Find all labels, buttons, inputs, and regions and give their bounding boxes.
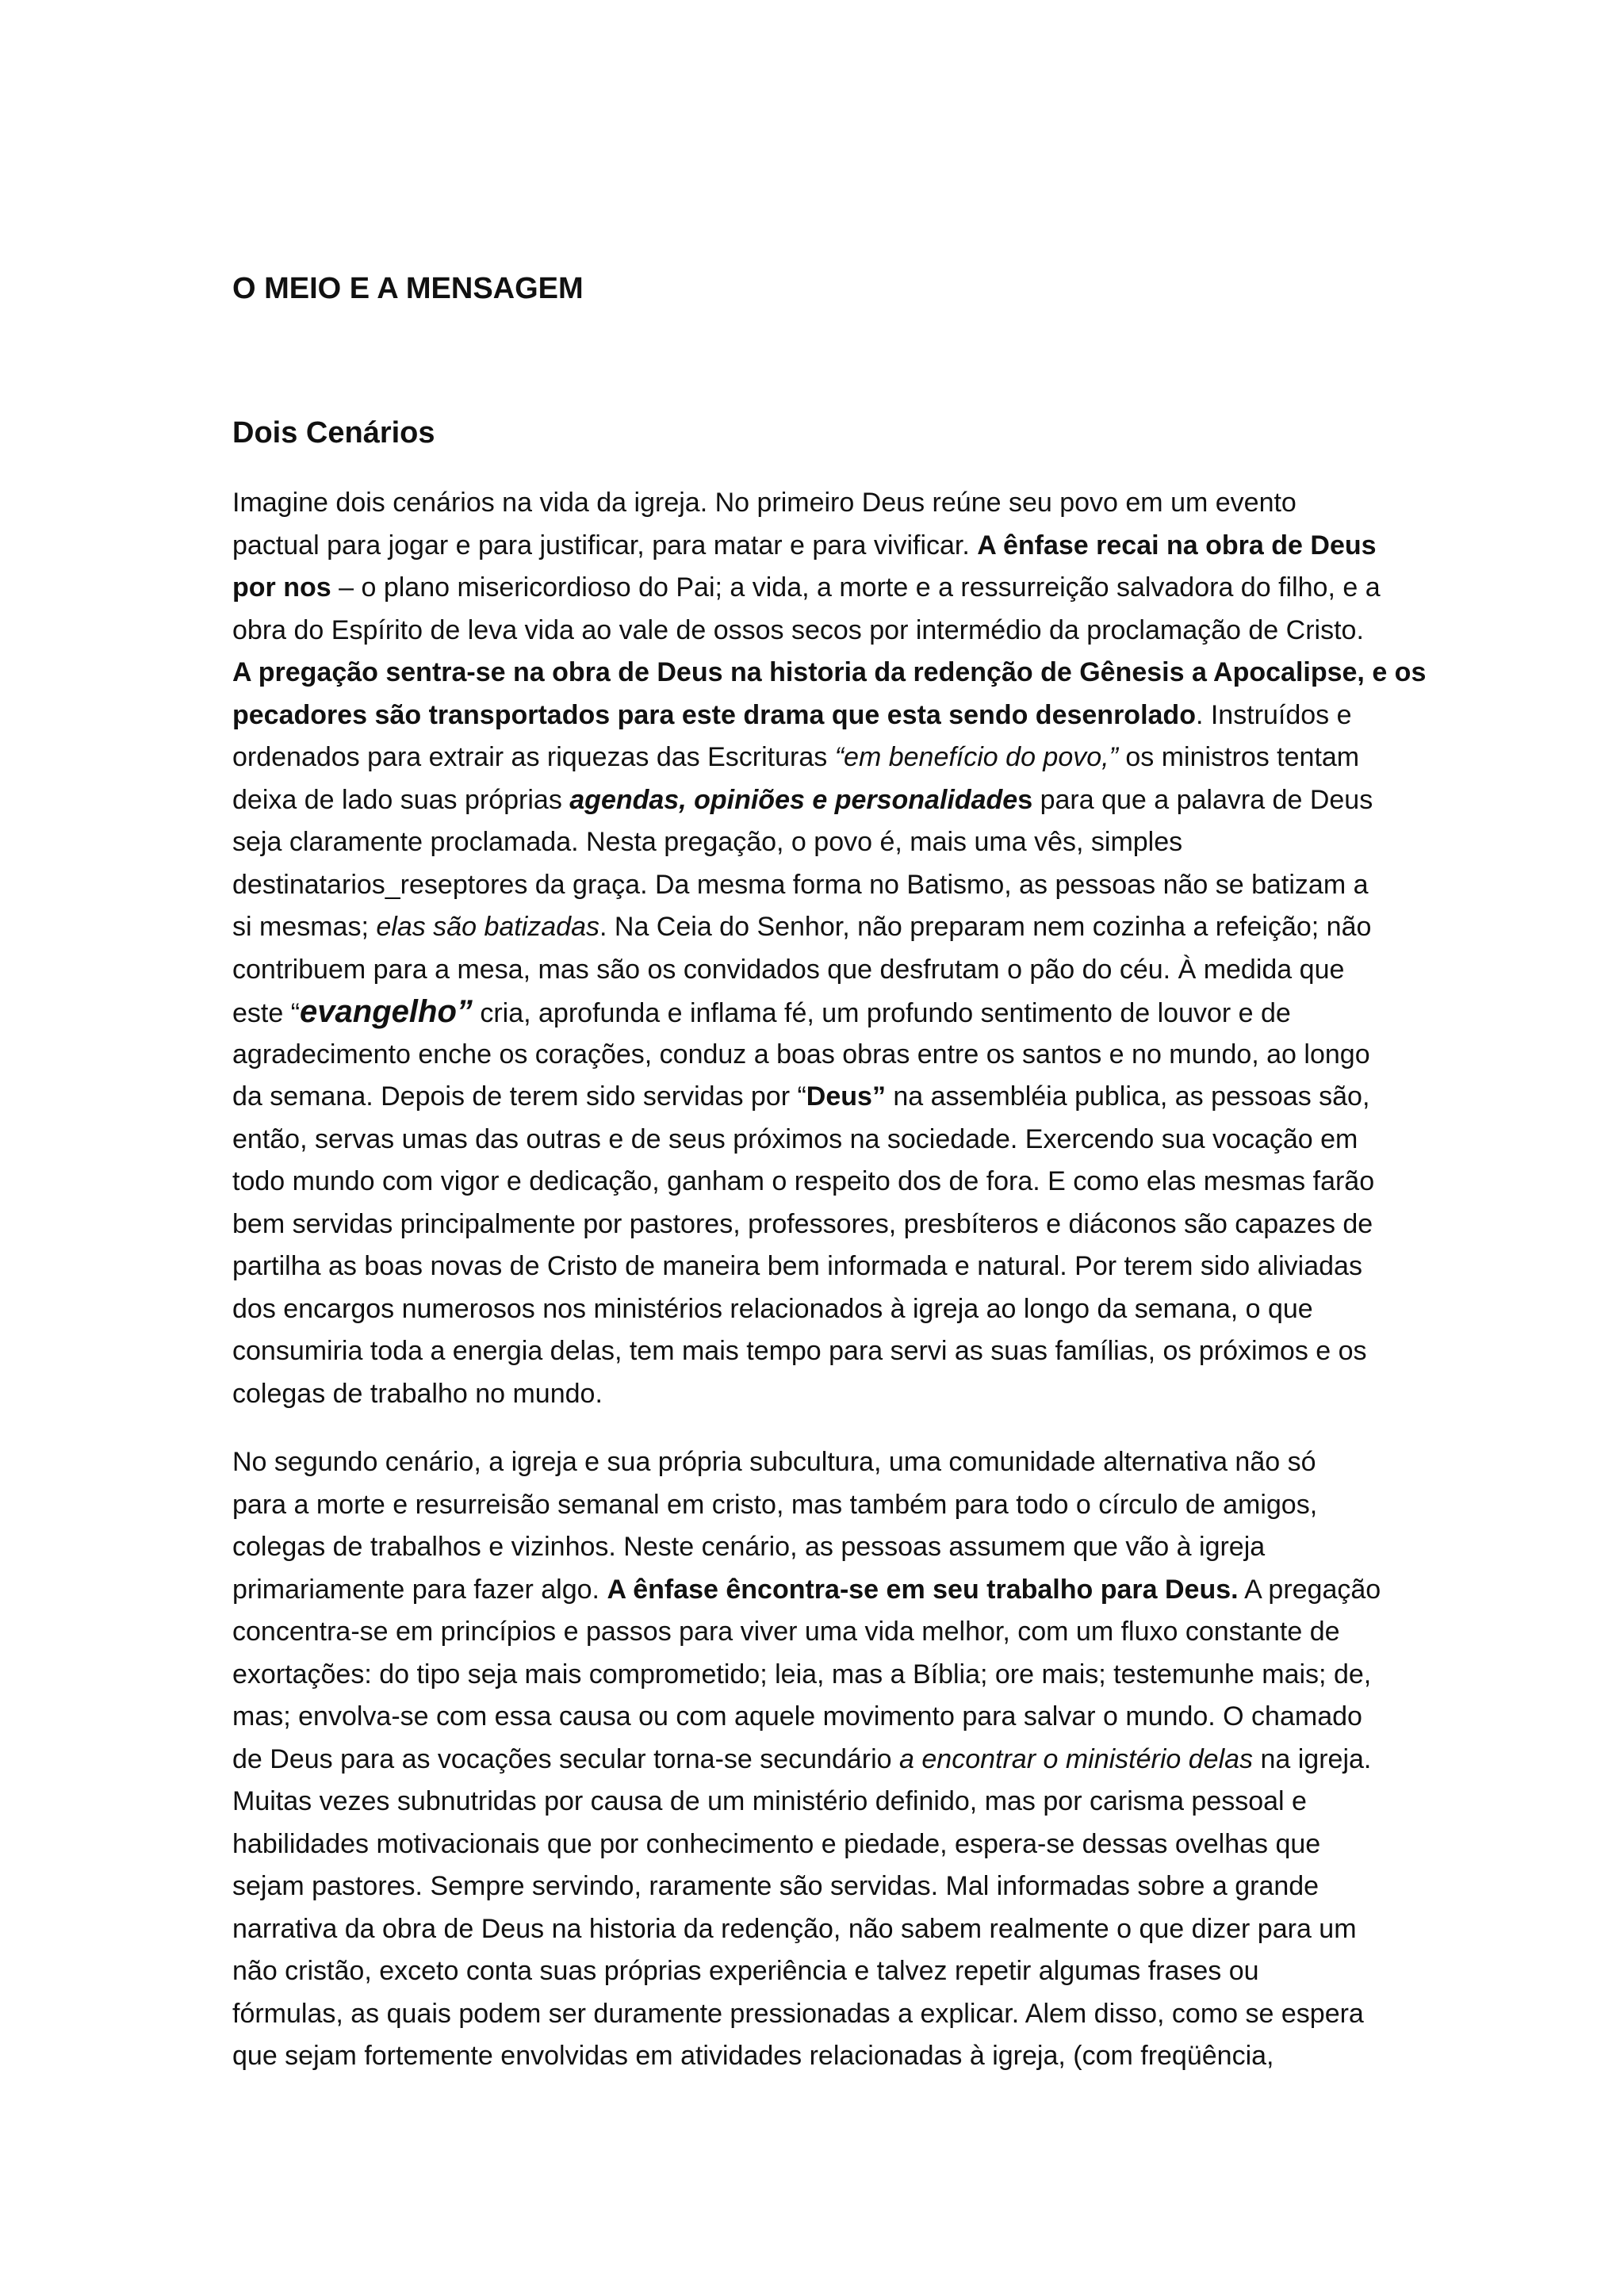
text-line	[232, 991, 1406, 1034]
text-line	[232, 652, 1427, 695]
text-run: . Instruídos e	[1195, 699, 1352, 730]
document-body	[232, 482, 1427, 2078]
text-line	[232, 1484, 1406, 1527]
text-line	[232, 1246, 1406, 1288]
text-run: para a morte e resurreisão semanal em cristo, mas também para todo o círculo de amigos,	[232, 1489, 1318, 1520]
text-run: bem servidas principalmente por pastores, professores, presbíteros e diáconos são capazes de	[232, 1208, 1373, 1239]
text-run: na assembléia publica, as pessoas são,	[885, 1081, 1370, 1112]
text-run: seja claramente proclamada. Nesta pregação, o povo é, mais uma vês, simples	[232, 827, 1183, 857]
emphasis-text: por nos	[232, 572, 331, 603]
text-run: deixa de lado suas próprias	[232, 784, 570, 815]
text-line	[232, 737, 1406, 779]
text-line	[232, 1739, 1406, 1781]
emphasis-text: evangelho”	[300, 994, 473, 1029]
paragraph-gap	[232, 1415, 1406, 1441]
text-run: A pregação	[1238, 1574, 1381, 1605]
text-run: não cristão, exceto conta suas próprias experiência e talvez repetir algumas frases ou	[232, 1956, 1259, 1986]
emphasis-text: a encontrar o ministério delas	[899, 1743, 1254, 1774]
text-line	[232, 1569, 1406, 1612]
text-line	[232, 1076, 1406, 1119]
text-run: os ministros tentam	[1117, 742, 1360, 772]
section-heading: Dois Cenários	[232, 416, 435, 450]
text-run: destinatarios_reseptores da graça. Da mesma forma no Batismo, as pessoas não se batizam a	[232, 869, 1369, 900]
text-line	[232, 1119, 1406, 1161]
emphasis-text: A ênfase recai na obra de Deus	[977, 530, 1377, 561]
text-run: exortações: do tipo seja mais comprometido; leia, mas a Bíblia; ore mais; testemunhe mais; de,	[232, 1659, 1372, 1689]
text-run: na igreja.	[1253, 1743, 1372, 1774]
text-line	[232, 864, 1406, 907]
text-line	[232, 2035, 1406, 2078]
text-run: fórmulas, as quais podem ser duramente pressionadas a explicar. Alem disso, como se espera	[232, 1998, 1364, 2029]
text-run: colegas de trabalhos e vizinhos. Neste cenário, as pessoas assumem que vão à igreja	[232, 1532, 1266, 1562]
text-run: narrativa da obra de Deus na historia da redenção, não sabem realmente o que dizer para um	[232, 1913, 1357, 1944]
text-line	[232, 1203, 1406, 1246]
text-line	[232, 1866, 1406, 1908]
text-line	[232, 695, 1406, 737]
text-line	[232, 1373, 1406, 1416]
text-line	[232, 482, 1406, 525]
text-line	[232, 567, 1406, 610]
text-run: consumiria toda a energia delas, tem mais tempo para servi as suas famílias, os próximos e os	[232, 1336, 1367, 1366]
text-line	[232, 1330, 1406, 1373]
text-run: si mesmas;	[232, 912, 377, 942]
text-run: partilha as boas novas de Cristo de maneira bem informada e natural. Por terem sido aliviadas	[232, 1251, 1362, 1281]
text-run: agradecimento enche os corações, conduz a boas obras entre os santos e no mundo, ao longo	[232, 1039, 1370, 1070]
emphasis-text: pecadores são transportados para este drama que esta sendo desenrolado	[232, 699, 1196, 730]
emphasis-text: agendas, opiniões e personalidade	[569, 784, 1018, 815]
text-run: pactual para jogar e para justificar, para matar e para vivificar.	[232, 530, 978, 561]
text-run: todo mundo com vigor e dedicação, ganham o respeito dos de fora. E como elas mesmas farão	[232, 1166, 1375, 1196]
text-line	[232, 779, 1406, 822]
paragraph-1	[232, 482, 1427, 1415]
text-run: obra do Espírito de leva vida ao vale de ossos secos por intermédio da proclamação de Cristo.	[232, 614, 1364, 645]
emphasis-text: Deus”	[806, 1081, 886, 1112]
text-line	[232, 1161, 1406, 1203]
text-line	[232, 821, 1406, 864]
emphasis-text: elas são batizadas	[376, 912, 599, 942]
text-run: ordenados para extrair as riquezas das Escrituras	[232, 742, 835, 772]
text-run: Imagine dois cenários na vida da igreja. No primeiro Deus reúne seu povo em um evento	[232, 488, 1297, 518]
text-line	[232, 1441, 1406, 1484]
text-run: que sejam fortemente envolvidas em atividades relacionadas à igreja, (com freqüência,	[232, 2041, 1274, 2071]
text-line	[232, 1781, 1406, 1823]
document-title: O MEIO E A MENSAGEM	[232, 272, 584, 305]
text-run: No segundo cenário, a igreja e sua própria subcultura, uma comunidade alternativa não só	[232, 1447, 1316, 1477]
text-run: de Deus para as vocações secular torna-se secundário	[232, 1743, 900, 1774]
text-run: contribuem para a mesa, mas são os convidados que desfrutam o pão do céu. À medida que	[232, 954, 1345, 985]
text-run: habilidades motivacionais que por conhecimento e piedade, espera-se dessas ovelhas que	[232, 1828, 1321, 1859]
text-line	[232, 1288, 1406, 1331]
emphasis-text: s	[1017, 784, 1033, 815]
text-line	[232, 1950, 1406, 1993]
text-line	[232, 949, 1406, 992]
emphasis-text: A pregação sentra-se na obra de Deus na historia da redenção de Gênesis a Apocalipse, e os	[232, 657, 1427, 687]
text-line	[232, 1654, 1406, 1697]
text-line	[232, 1823, 1406, 1866]
text-run: da semana. Depois de terem sido servidas por “	[232, 1081, 806, 1112]
text-line	[232, 906, 1406, 949]
text-run: colegas de trabalho no mundo.	[232, 1378, 603, 1409]
text-run: cria, aprofunda e inflama fé, um profundo sentimento de louvor e de	[472, 998, 1291, 1028]
paragraph-2	[232, 1441, 1406, 2078]
text-line	[232, 525, 1406, 568]
emphasis-text: A ênfase êncontra-se em seu trabalho para Deus.	[607, 1574, 1239, 1605]
text-line	[232, 1993, 1406, 2036]
text-line	[232, 1034, 1406, 1077]
emphasis-text: “em benefício do povo,”	[834, 742, 1118, 772]
text-line	[232, 1611, 1406, 1654]
text-run: então, servas umas das outras e de seus próximos na sociedade. Exercendo sua vocação em	[232, 1123, 1358, 1154]
text-run: mas; envolva-se com essa causa ou com aquele movimento para salvar o mundo. O chamado	[232, 1701, 1362, 1732]
text-line	[232, 1696, 1406, 1739]
text-line	[232, 1526, 1406, 1569]
text-run: primariamente para fazer algo.	[232, 1574, 607, 1605]
text-run: este “	[232, 998, 301, 1028]
text-line	[232, 1908, 1406, 1951]
text-run: – o plano misericordioso do Pai; a vida, a morte e a ressurreição salvadora do filho, e a	[331, 572, 1381, 603]
text-run: . Na Ceia do Senhor, não preparam nem cozinha a refeição; não	[599, 912, 1372, 942]
text-run: para que a palavra de Deus	[1032, 784, 1373, 815]
text-run: sejam pastores. Sempre servindo, raramente são servidas. Mal informadas sobre a grande	[232, 1871, 1320, 1901]
text-line	[232, 610, 1406, 652]
text-run: dos encargos numerosos nos ministérios relacionados à igreja ao longo da semana, o que	[232, 1293, 1313, 1324]
text-run: concentra-se em princípios e passos para viver uma vida melhor, com um fluxo constante de	[232, 1617, 1340, 1647]
text-run: Muitas vezes subnutridas por causa de um ministério definido, mas por carisma pessoal e	[232, 1786, 1307, 1816]
